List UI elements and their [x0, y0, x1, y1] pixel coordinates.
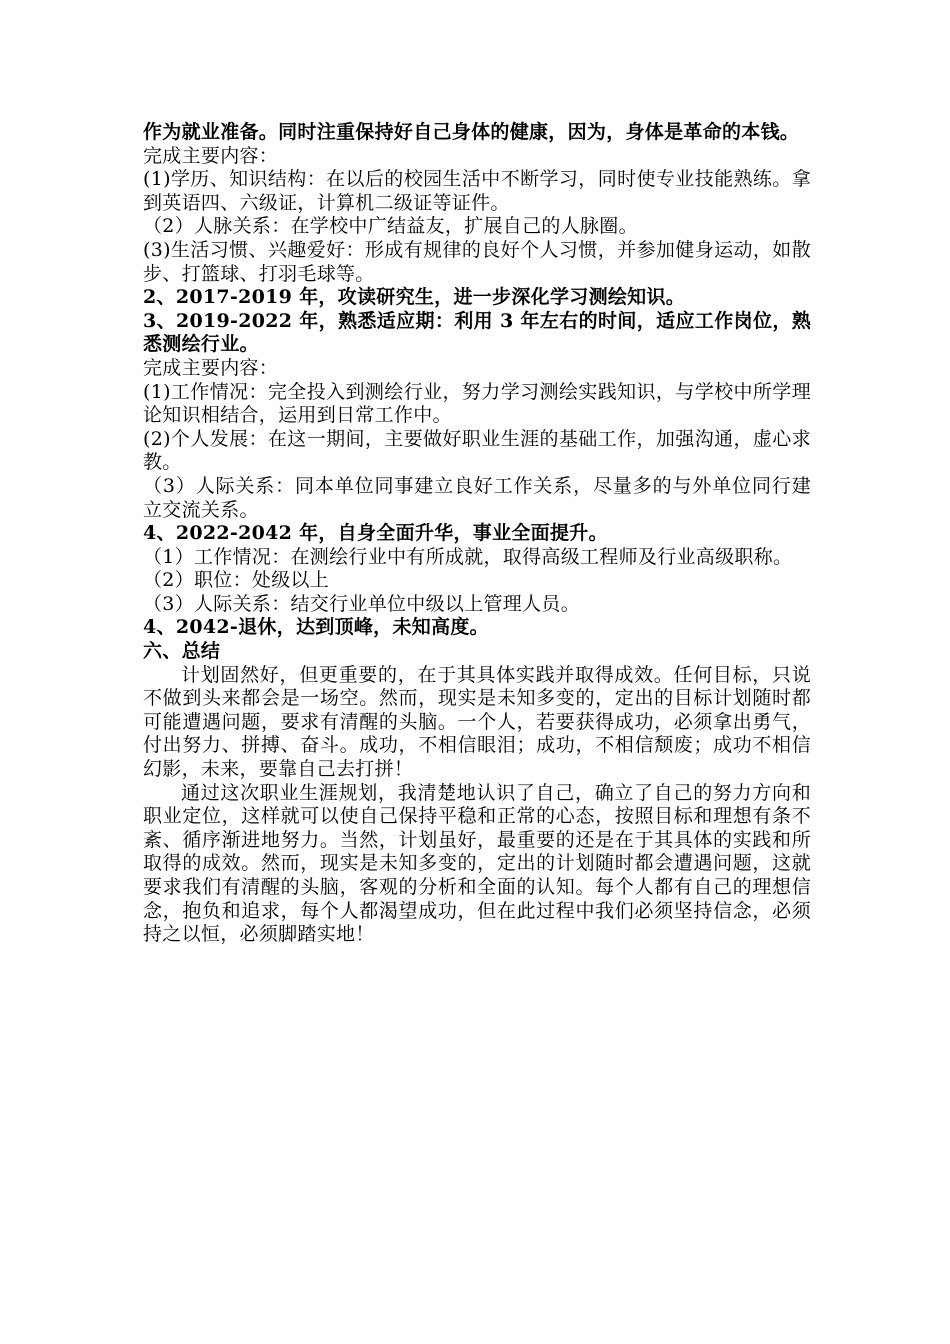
document-page [143, 121, 811, 947]
section-contents-label: 完成主要内容： [143, 356, 279, 379]
list-item: (2)个人发展：在这一期间，主要做好职业生涯的基础工作，加强沟通，虚心求教。 [143, 427, 811, 474]
section-heading: 4、2042-退休，达到顶峰，未知高度。 [143, 616, 489, 639]
summary-heading: 六、总结 [143, 640, 221, 663]
summary-paragraph: 通过这次职业生涯规划，我清楚地认识了自己，确立了自己的努力方向和职业定位，这样就可以使自己保持平稳和正常的心态，按照目标和理想有条不紊、循序渐进地努力。当然，计划虽好，最重要的还是在于其具体的实践和所取得的成效。然而，现实是未知多变的，定出的计划随时都会遭遇问题，这就要求我们有清醒的头脑，客观的分析和全面的认知。每个人都有自己的理想信念，抱负和追求，每个人都渴望成功，但在此过程中我们必须坚持信念，必须持之以恒，必须脚踏实地！ [143, 781, 811, 946]
section-heading: 2、2017-2019 年，攻读研究生，进一步深化学习测绘知识。 [143, 286, 686, 309]
list-item: (3)生活习惯、兴趣爱好：形成有规律的良好个人习惯，并参加健身运动，如散步、打篮球、打羽毛球等。 [143, 238, 811, 285]
section-contents-label: 完成主要内容： [143, 144, 279, 167]
list-item: (1)学历、知识结构：在以后的校园生活中不断学习，同时使专业技能熟练。拿到英语四、六级证，计算机二级证等证件。 [143, 168, 811, 214]
list-item: （2）人脉关系：在学校中广结益友，扩展自己的人脉圈。 [143, 215, 638, 238]
intro-paragraph: 作为就业准备。同时注重保持好自己身体的健康，因为，身体是革命的本钱。 [143, 121, 800, 143]
list-item: (1)工作情况：完全投入到测绘行业，努力学习测绘实践知识，与学校中所学理论知识相结合，运用到日常工作中。 [143, 380, 811, 427]
list-item: （1）工作情况：在测绘行业中有所成就，取得高级工程师及行业高级职称。 [143, 545, 793, 568]
summary-paragraph: 计划固然好，但更重要的，在于其具体实践并取得成效。任何目标，只说不做到头来都会是一场空。然而，现实是未知多变的，定出的目标计划随时都可能遭遇问题，要求有清醒的头脑。一个人，若要获得成功，必须拿出勇气，付出努力、拼搏、奋斗。成功，不相信眼泪；成功，不相信颓废；成功不相信幻影，未来，要靠自己去打拼！ [143, 663, 811, 781]
section-heading: 3、2019-2022 年，熟悉适应期：利用 3 年左右的时间，适应工作岗位，熟悉测绘行业。 [143, 309, 811, 356]
list-item: （3）人际关系：同本单位同事建立良好工作关系，尽量多的与外单位同行建立交流关系。 [143, 474, 811, 521]
section-heading: 4、2022-2042 年，自身全面升华，事业全面提升。 [143, 522, 608, 545]
list-item: （2）职位：处级以上 [143, 569, 330, 592]
list-item: （3）人际关系：结交行业单位中级以上管理人员。 [143, 592, 580, 615]
